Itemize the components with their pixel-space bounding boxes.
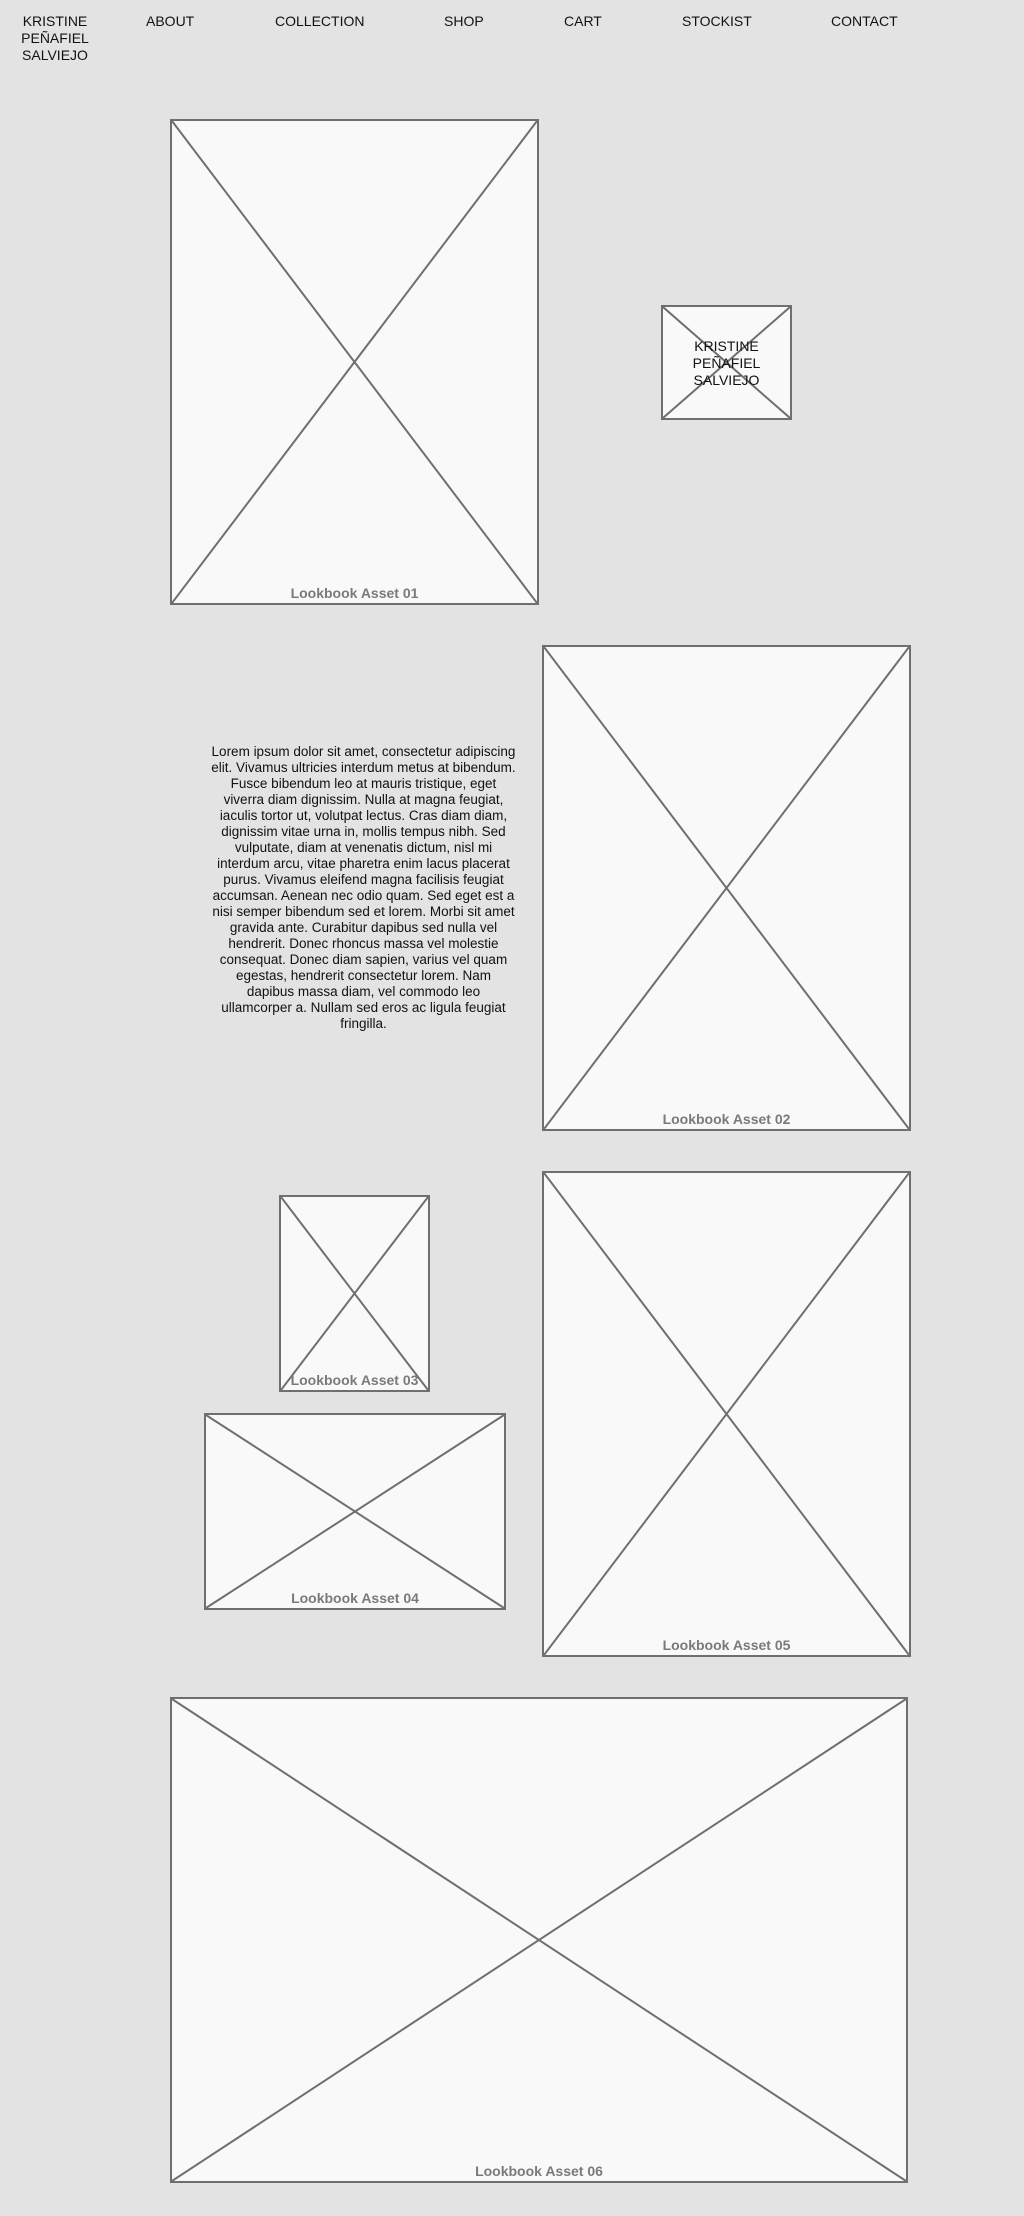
lookbook-asset-06-caption: Lookbook Asset 06 (475, 2163, 603, 2179)
intro-paragraph: Lorem ipsum dolor sit amet, consectetur adipiscing elit. Vivamus ultricies interdum metus at bibendum. Fusce bibendum leo at mauris tristique, eget viverra diam dignissim. Nulla at magna feugiat, iaculis tortor ut, volutpat lectus. Cras diam diam, dignissim vitae urna in, mollis tempus nibh. Sed vulputate, diam at venenatis dictum, nisl mi interdum arcu, vitae pharetra enim lacus placerat purus. Vivamus eleifend magna facilisis feugiat accumsan. Aenean nec odio quam. Sed eget est a nisi semper bibendum sed et lorem. Morbi sit amet gravida ante. Curabitur dapibus sed nulla vel hendrerit. Donec rhoncus massa vel molestie consequat. Donec diam sapien, varius vel quam egestas, hendrerit consectetur lorem. Nam dapibus massa diam, vel commodo leo ullamcorper a. Nullam sed eros ac ligula feugiat fringilla. (211, 744, 516, 1031)
lookbook-asset-02-caption: Lookbook Asset 02 (662, 1111, 791, 1127)
lookbook-asset-02-image[interactable] (542, 645, 911, 1131)
image-placeholder-icon (172, 1699, 906, 2181)
lookbook-asset-03-caption: Lookbook Asset 03 (290, 1372, 419, 1388)
lookbook-asset-03-image[interactable] (279, 1195, 430, 1392)
lookbook-asset-06-image[interactable] (170, 1697, 908, 2183)
image-placeholder-icon (544, 1173, 909, 1655)
image-placeholder-icon (544, 647, 909, 1129)
lookbook-asset-01-caption: Lookbook Asset 01 (290, 585, 419, 601)
nav-stockist[interactable]: STOCKIST (682, 13, 752, 29)
nav-contact[interactable]: CONTACT (831, 13, 898, 29)
lookbook-asset-05-caption: Lookbook Asset 05 (662, 1637, 791, 1653)
image-placeholder-icon (281, 1197, 428, 1390)
lookbook-asset-01-image[interactable] (170, 119, 539, 605)
lookbook-asset-04-image[interactable] (204, 1413, 506, 1610)
image-placeholder-icon (206, 1415, 504, 1608)
image-placeholder-icon (172, 121, 537, 603)
nav-shop[interactable]: SHOP (444, 13, 484, 29)
nav-about[interactable]: ABOUT (146, 13, 195, 29)
lookbook-asset-05-image[interactable] (542, 1171, 911, 1657)
lookbook-asset-04-caption: Lookbook Asset 04 (291, 1590, 419, 1606)
brand-logo-tile-text: KRISTINE PEÑAFIEL SALVIEJO (692, 338, 761, 388)
nav-cart[interactable]: CART (564, 13, 602, 29)
brand-logo-tile (661, 305, 792, 420)
brand-logo[interactable]: KRISTINE PEÑAFIEL SALVIEJO (21, 13, 89, 63)
nav-collection[interactable]: COLLECTION (275, 13, 365, 29)
